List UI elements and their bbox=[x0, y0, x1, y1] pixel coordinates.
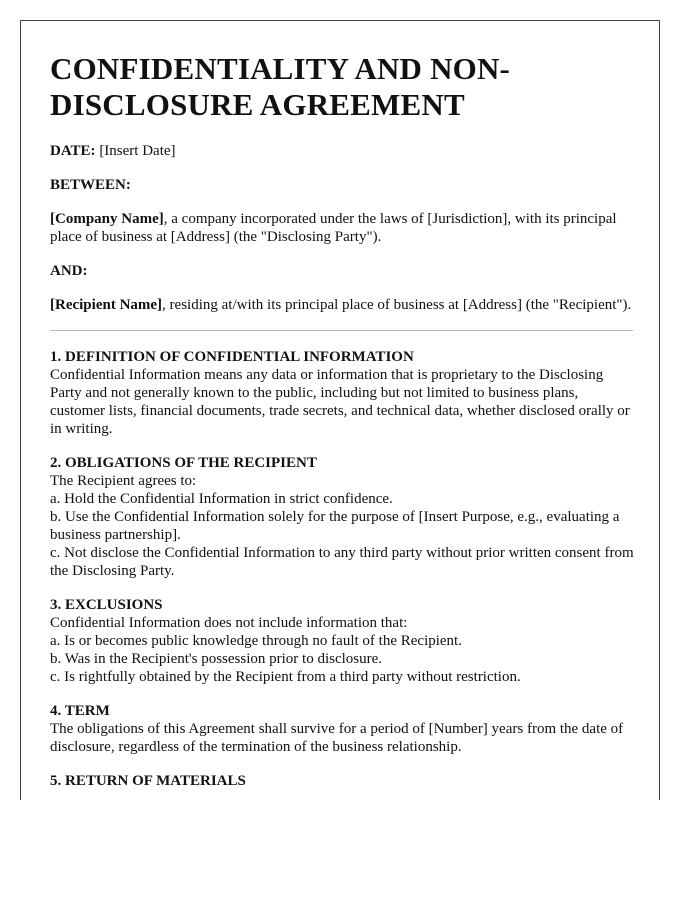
and-label: AND: bbox=[50, 263, 88, 279]
recipient-name: [Recipient Name] bbox=[50, 297, 163, 313]
section-term bbox=[50, 702, 634, 756]
document-title: CONFIDENTIALITY AND NON-DISCLOSURE AGREEMENT bbox=[50, 51, 511, 122]
recipient-text: , residing at/with its principal place of business at [Address] (the "Recipient"). bbox=[162, 297, 632, 313]
section-paragraph: Confidential Information means any data or information that is proprietary to the Disclosing Party and not generally known to the public, including but not limited to business plans, customer lists, financial documents, trade secrets, and technical data, whether disclosed orally or in writing. bbox=[50, 367, 630, 437]
section-line: b. Was in the Recipient's possession prior to disclosure. bbox=[50, 651, 383, 667]
section-heading: 1. DEFINITION OF CONFIDENTIAL INFORMATION bbox=[50, 349, 414, 365]
section-exclusions bbox=[50, 596, 634, 686]
section-line: The Recipient agrees to: bbox=[50, 473, 197, 489]
section-line: c. Not disclose the Confidential Information to any third party without prior written consent from the Disclosing Party. bbox=[50, 545, 634, 579]
recipient-paragraph bbox=[50, 296, 634, 314]
section-heading: 5. RETURN OF MATERIALS bbox=[50, 773, 246, 789]
company-name: [Company Name] bbox=[50, 211, 164, 227]
section-line: a. Is or becomes public knowledge through no fault of the Recipient. bbox=[50, 633, 462, 649]
section-heading: 2. OBLIGATIONS OF THE RECIPIENT bbox=[50, 455, 317, 471]
section-line: c. Is rightfully obtained by the Recipient from a third party without restriction. bbox=[50, 669, 521, 685]
section-paragraph: The obligations of this Agreement shall survive for a period of [Number] years from the date of disclosure, regardless of the termination of the business relationship. bbox=[50, 721, 624, 755]
disclosing-party-text: , a company incorporated under the laws of [Jurisdiction], with its principal place of business at [Address] (the "Disclosing Party"). bbox=[50, 211, 617, 245]
section-return-of-materials bbox=[50, 772, 634, 790]
document-body bbox=[50, 51, 634, 790]
date-value: [Insert Date] bbox=[99, 143, 176, 159]
disclosing-party-paragraph bbox=[50, 210, 634, 246]
section-definition bbox=[50, 348, 634, 438]
section-heading: 4. TERM bbox=[50, 703, 110, 719]
section-obligations bbox=[50, 454, 634, 580]
section-line: a. Hold the Confidential Information in strict confidence. bbox=[50, 491, 393, 507]
document-page bbox=[20, 20, 660, 800]
date-line bbox=[50, 142, 634, 160]
section-line: b. Use the Confidential Information solely for the purpose of [Insert Purpose, e.g., evaluating a business partnership]. bbox=[50, 509, 620, 543]
between-label: BETWEEN: bbox=[50, 177, 131, 193]
date-label: DATE: bbox=[50, 143, 96, 159]
horizontal-divider bbox=[50, 330, 633, 331]
section-heading: 3. EXCLUSIONS bbox=[50, 597, 163, 613]
section-line: Confidential Information does not include information that: bbox=[50, 615, 408, 631]
